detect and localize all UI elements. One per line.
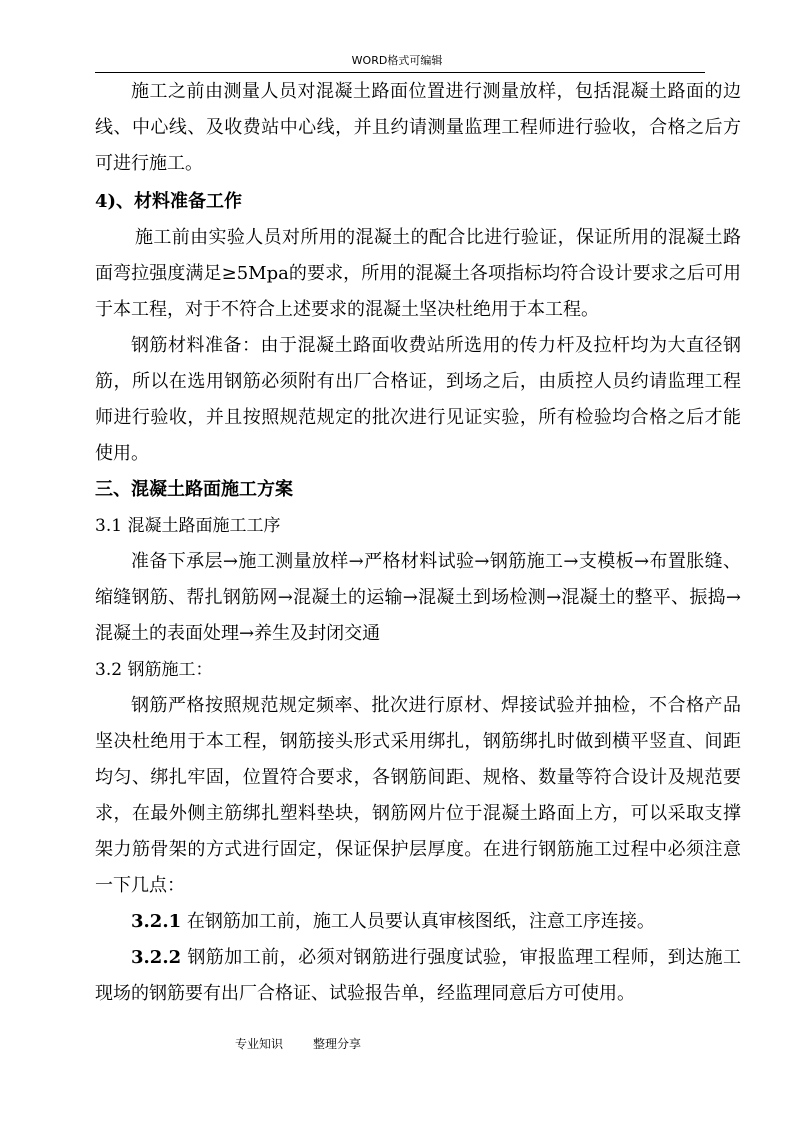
heading-3-1: 3.1 混凝土路面施工工序 <box>95 516 281 536</box>
document-body <box>95 74 741 1012</box>
footer-left-text: 专业知识 <box>235 1037 284 1051</box>
page-footer <box>235 1035 361 1052</box>
text-3-2-1: 在钢筋加工前，施工人员要认真审核图纸，注意工序连接。 <box>186 911 655 932</box>
heading-3-2: 3.2 钢筋施工： <box>95 660 213 680</box>
heading-materials: 4)、材料准备工作 <box>95 191 243 212</box>
footer-right-text: 整理分享 <box>313 1037 362 1051</box>
number-3-2-2: 3.2.2 <box>131 947 182 968</box>
paragraph-process: 准备下承层→施工测量放样→严格材料试验→钢筋施工→支模板→布置胀缝、缩缝钢筋、帮扎钢筋网→混凝土的运输→混凝土到场检测→混凝土的整平、振捣→混凝土的表面处理→养生及封闭交通 <box>95 551 741 644</box>
heading-section-3: 三、混凝土路面施工方案 <box>95 479 293 500</box>
number-3-2-1: 3.2.1 <box>131 911 182 932</box>
paragraph-survey: 施工之前由测量人员对混凝土路面位置进行测量放样，包括混凝土路面的边线、中心线、及收费站中心线，并且约请测量监理工程师进行验收，合格之后方可进行施工。 <box>95 81 741 174</box>
paragraph-rebar-construction: 钢筋严格按照规范规定频率、批次进行原材、焊接试验并抽检，不合格产品坚决杜绝用于本工程，钢筋接头形式采用绑扎，钢筋绑扎时做到横平竖直、间距均匀、绑扎牢固，位置符合要求，各钢筋间距、规格、数量等符合设计及规范要求，在最外侧主筋绑扎塑料垫块，钢筋网片位于混凝土路面上方，可以采取支撑架力筋骨架的方式进行固定，保证保护层厚度。在进行钢筋施工过程中必须注意一下几点： <box>95 695 741 896</box>
paragraph-3-2-2 <box>95 940 741 1012</box>
paragraph-3-2-1 <box>95 904 741 940</box>
header-divider <box>95 72 705 73</box>
text-3-2-2: 钢筋加工前，必须对钢筋进行强度试验，审报监理工程师，到达施工现场的钢筋要有出厂合格证、试验报告单，经监理同意后方可使用。 <box>95 947 741 1004</box>
paragraph-rebar-materials: 钢筋材料准备：由于混凝土路面收费站所选用的传力杆及拉杆均为大直径钢筋，所以在选用钢筋必须附有出厂合格证，到场之后，由质控人员约请监理工程师进行验收，并且按照规范规定的批次进行见证实验，所有检验均合格之后才能使用。 <box>95 335 741 464</box>
page-header: WORD格式可编辑 <box>351 54 443 67</box>
paragraph-concrete-test: 施工前由实验人员对所用的混凝土的配合比进行验证，保证所用的混凝土路面弯拉强度满足≥5Mpa的要求，所用的混凝土各项指标均符合设计要求之后可用于本工程，对于不符合上述要求的混凝土坚决杜绝用于本工程。 <box>95 227 741 320</box>
